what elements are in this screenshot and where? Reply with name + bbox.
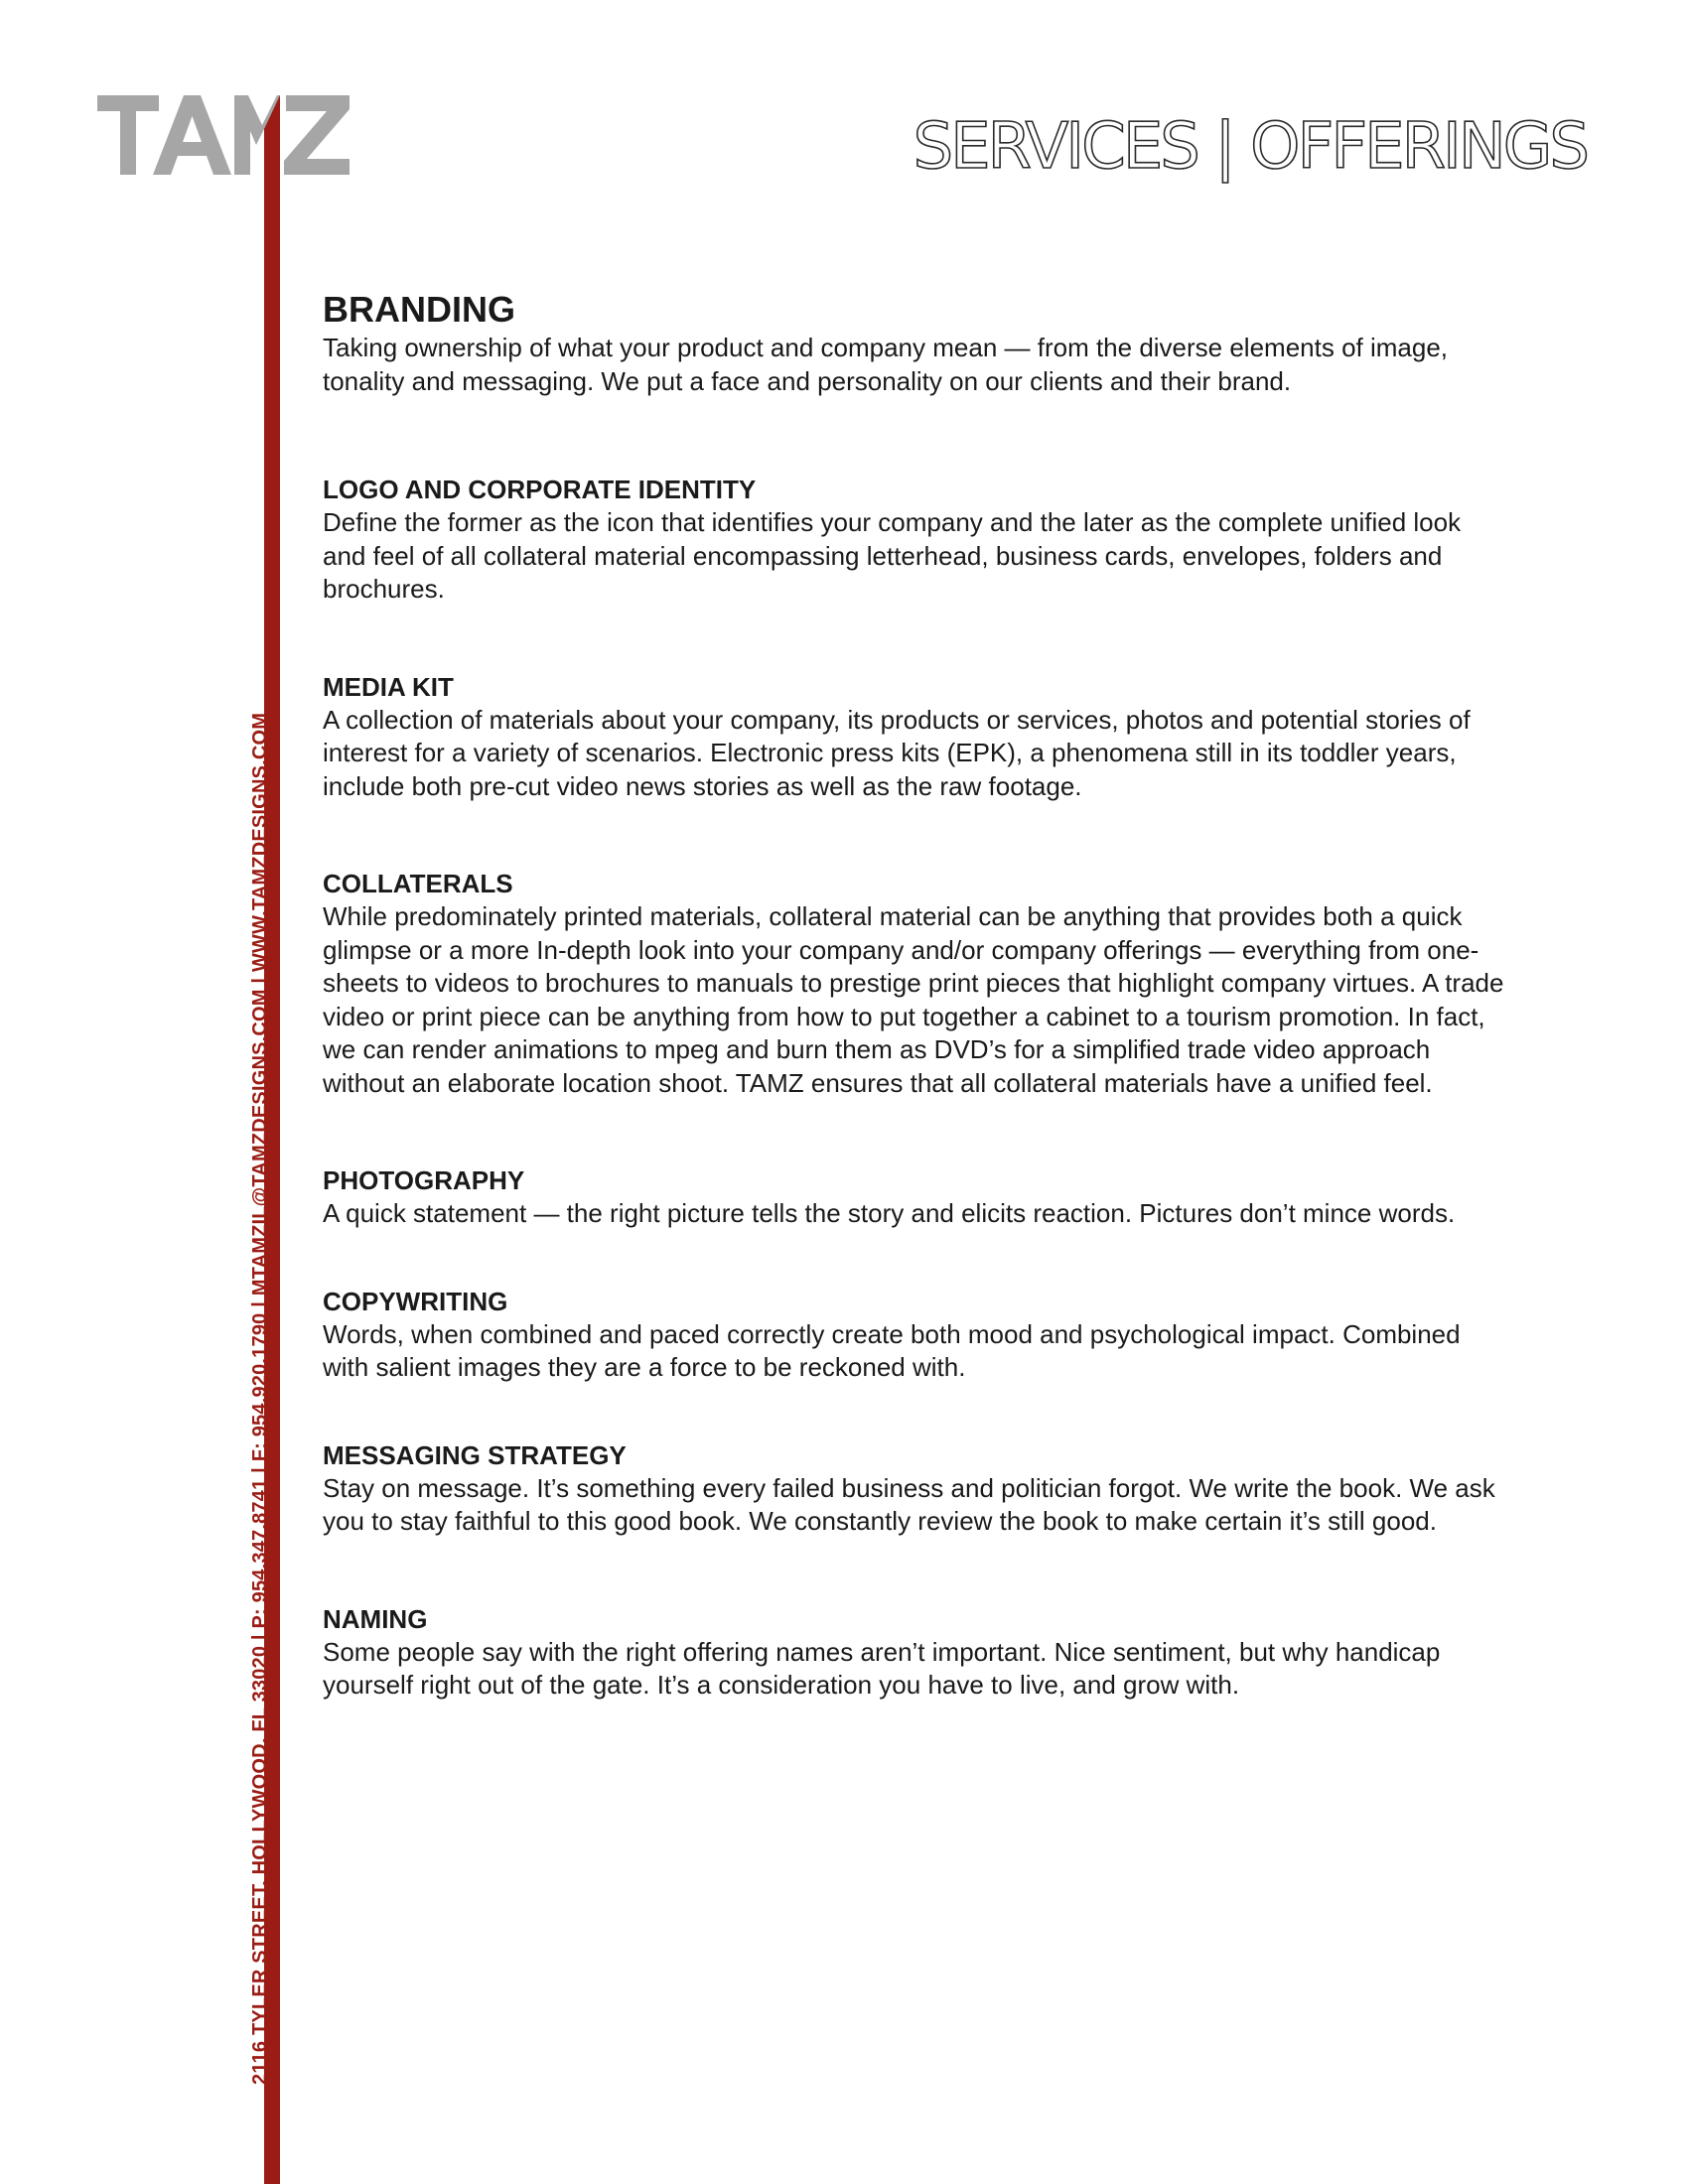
section-heading: MEDIA KIT bbox=[323, 671, 454, 702]
section-heading: PHOTOGRAPHY bbox=[323, 1165, 525, 1195]
section-body: Define the former as the icon that identifies your company and the later as the complete unified look and feel of all collateral material encompassing letterhead, business cards, envelopes, folders and brochures. bbox=[323, 507, 1462, 604]
services-list bbox=[323, 288, 1504, 1703]
section-heading: COPYWRITING bbox=[323, 1286, 508, 1316]
section-body: Some people say with the right offering names aren’t important. Nice sentiment, but why handicap yourself right out of the gate. It’s a consideration you have to live, and grow with. bbox=[323, 1636, 1441, 1700]
section-heading: BRANDING bbox=[323, 289, 515, 330]
section-media-kit bbox=[323, 670, 1504, 804]
section-messaging-strategy bbox=[323, 1438, 1504, 1539]
section-branding bbox=[323, 288, 1504, 398]
section-naming bbox=[323, 1602, 1504, 1703]
section-body: Taking ownership of what your product and company mean — from the diverse elements of image, tonality and messaging. We put a face and personality on our clients and their brand. bbox=[323, 333, 1449, 396]
section-body: A collection of materials about your company, its products or services, photos and potential stories of interest for a variety of scenarios. Electronic press kits (EPK), a phenomena still in its toddler years, include both pre-cut video news stories as well as the raw footage. bbox=[323, 704, 1471, 801]
section-heading: LOGO AND CORPORATE IDENTITY bbox=[323, 475, 757, 504]
tamz-logo bbox=[97, 95, 350, 175]
contact-info: 2116 TYLER STREET, HOLLYWOOD, FL 33020 | P: 954.347.8741 | F: 954.920.1790 | MTAMZIL@TAMZDESIGNS.COM | WWW.TAMZDESIGNS.COM bbox=[249, 712, 271, 2085]
section-body: A quick statement — the right picture tells the story and elicits reaction. Pictures don’t mince words. bbox=[323, 1198, 1456, 1228]
section-body: Stay on message. It’s something every failed business and politician forgot. We write the book. We ask you to stay faithful to this good book. We constantly review the book to make certain it’s still good. bbox=[323, 1472, 1495, 1536]
section-collaterals bbox=[323, 867, 1504, 1100]
section-photography bbox=[323, 1163, 1504, 1231]
section-heading: NAMING bbox=[323, 1603, 428, 1634]
section-body: Words, when combined and paced correctly create both mood and psychological impact. Combined with salient images they are a force to be reckoned with. bbox=[323, 1318, 1461, 1382]
section-logo-corporate-identity bbox=[323, 473, 1504, 607]
section-heading: MESSAGING STRATEGY bbox=[323, 1439, 627, 1470]
page-title: SERVICES | OFFERINGS bbox=[913, 110, 1587, 184]
section-body: While predominately printed materials, collateral material can be anything that provides both a quick glimpse or a more In-depth look into your company and/or company offerings — everything from one-sheets to videos to brochures to manuals to prestige print pieces that highlight company virtues. A trade video or print piece can be anything from how to put together a cabinet to a tourism promotion. In fact, we can render animations to mpeg and burn them as DVD’s for a simplified trade video approach without an elaborate location shoot. TAMZ ensures that all collateral materials have a unified feel. bbox=[323, 901, 1504, 1098]
section-copywriting bbox=[323, 1285, 1504, 1385]
section-heading: COLLATERALS bbox=[323, 869, 513, 898]
